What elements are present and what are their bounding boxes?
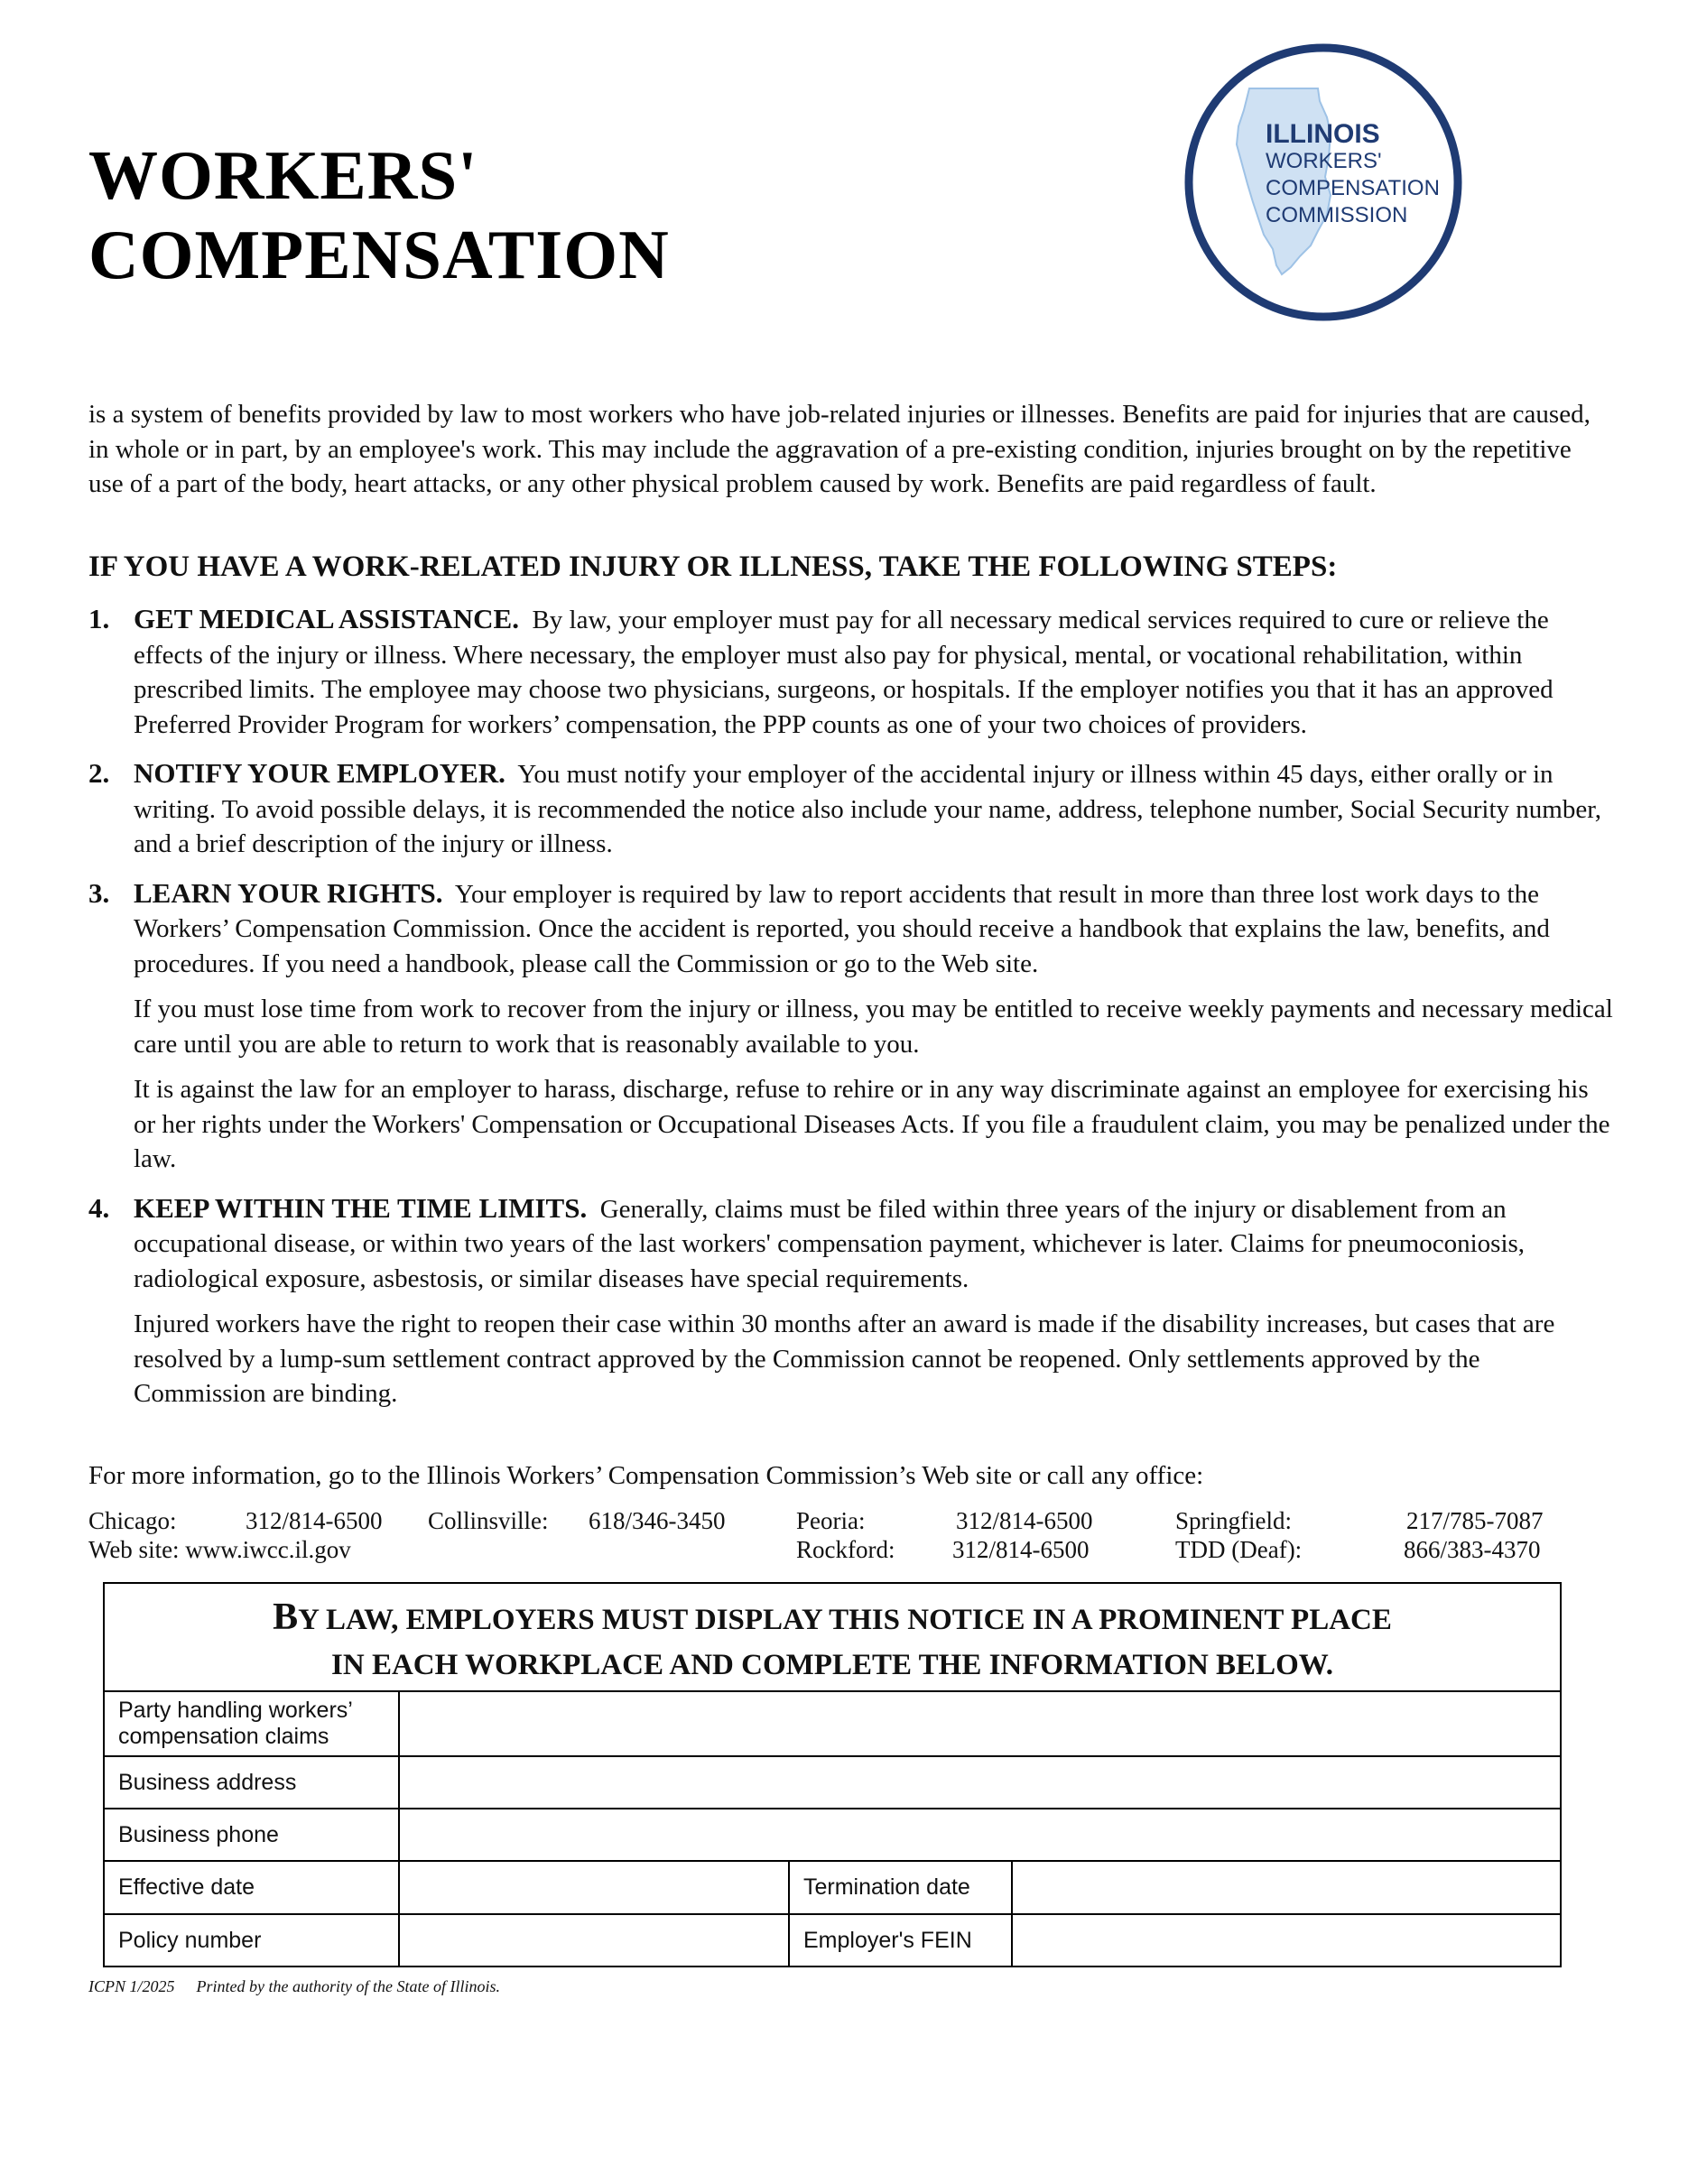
intro-paragraph: is a system of benefits provided by law to most workers who have job-related injuries or illnesses. Benefits are paid for injuries that are caused, in whole or in part, by an employee's work. This may include the aggravation of a pre-existing condition, injuries brought on by the repetitive use of a part of the body, heart attacks, or any other physical problem caused by work. Benefits are paid regardless of fault. — [88, 400, 1591, 498]
step-3 — [88, 876, 1614, 1177]
step-number: 4. — [88, 1191, 110, 1224]
logo-line-3: COMPENSATION — [1266, 176, 1440, 200]
step-text: By law, your employer must pay for all necessary medical services required to cure or relieve the effects of the injury or illness. Where necessary, the employer must also pay for physical, mental, or vocational rehabilitation, within prescribed limits. The employee may choose two physicians, surgeons, or hospitals. If the employer notifies you that it has an approved Preferred Provider Program for workers’ compensation, the PPP counts as one of your two choices of providers. — [134, 606, 1554, 739]
party-handling-field[interactable] — [398, 1692, 1560, 1755]
office-collinsville-label: Collinsville: — [428, 1507, 549, 1534]
footer — [88, 1977, 500, 1996]
step-text: Your employer is required by law to report accidents that result in more than three lost work days to the Workers’ Compensation Commission. Once the accident is reported, you should receive a handbook that explains the law, benefits, and procedures. If you need a handbook, please call the Commission or go to the Web site. — [134, 879, 1550, 978]
office-springfield-phone: 217/785-7087 — [1406, 1507, 1544, 1534]
office-peoria-label: Peoria: — [796, 1507, 866, 1534]
logo-line-1: ILLINOIS — [1266, 119, 1380, 149]
step-paragraph: Injured workers have the right to reopen their case within 30 months after an award is made if the disability increases, but cases that are resolved by a lump-sum settlement contract approved by the Commission cannot be reopened. Only settlements approved by the Commission are binding. — [134, 1309, 1555, 1408]
notice-line-1: Y LAW, EMPLOYERS MUST DISPLAY THIS NOTICE IN A PROMINENT PLACE — [298, 1604, 1392, 1636]
business-address-field[interactable] — [398, 1757, 1560, 1808]
notice-line-2: IN EACH WORKPLACE AND COMPLETE THE INFORMATION BELOW. — [331, 1649, 1333, 1681]
form-row-policy — [105, 1915, 1560, 1966]
employer-fein-field[interactable] — [1011, 1915, 1560, 1966]
policy-number-label: Policy number — [118, 1927, 262, 1953]
party-handling-label — [105, 1692, 398, 1755]
policy-number-field[interactable] — [398, 1915, 788, 1966]
form-row-party — [105, 1692, 1560, 1757]
office-collinsville-phone: 618/346-3450 — [589, 1507, 726, 1534]
iwcc-logo — [1183, 42, 1464, 323]
termination-date-label: Termination date — [788, 1862, 1011, 1913]
printing-authority: Printed by the authority of the State of Illinois. — [196, 1977, 500, 1995]
more-info-text: For more information, go to the Illinois Workers’ Compensation Commission’s Web site or call any office: — [88, 1461, 1204, 1490]
step-number: 3. — [88, 876, 110, 909]
office-rockford-phone: 312/814-6500 — [952, 1536, 1090, 1563]
notice-heading — [105, 1584, 1560, 1692]
step-lead: NOTIFY YOUR EMPLOYER. — [134, 757, 505, 789]
employer-notice-box — [103, 1582, 1562, 1967]
steps-list — [88, 602, 1614, 1426]
termination-date-field[interactable] — [1011, 1862, 1560, 1913]
office-rockford-label: Rockford: — [796, 1536, 895, 1563]
page-title — [88, 135, 670, 294]
website-link[interactable]: Web site: www.iwcc.il.gov — [88, 1536, 351, 1563]
step-text: Generally, claims must be filed within three years of the injury or disablement from an occupational disease, or within two years of the last workers' compensation payment, whichever is later. Claims for pneumoconiosis, radiological exposure, asbestosis, or similar diseases have special requirements. — [134, 1194, 1526, 1293]
business-phone-label: Business phone — [118, 1821, 279, 1847]
notice-initial: B — [273, 1596, 299, 1638]
step-number: 1. — [88, 603, 110, 634]
effective-date-label: Effective date — [118, 1874, 255, 1900]
form-code: ICPN 1/2025 — [88, 1977, 175, 1995]
office-tdd-phone: 866/383-4370 — [1404, 1536, 1541, 1563]
step-number: 2. — [88, 757, 110, 789]
steps-heading: IF YOU HAVE A WORK-RELATED INJURY OR ILLNESS, TAKE THE FOLLOWING STEPS: — [88, 551, 1338, 583]
logo-line-4: COMMISSION — [1266, 203, 1408, 227]
office-springfield-label: Springfield: — [1175, 1507, 1292, 1534]
form-row-phone — [105, 1809, 1560, 1862]
office-chicago-phone: 312/814-6500 — [246, 1507, 383, 1534]
step-lead: LEARN YOUR RIGHTS. — [134, 876, 443, 909]
title-line-2: COMPENSATION — [88, 216, 670, 293]
step-1 — [88, 602, 1614, 742]
step-paragraph: It is against the law for an employer to harass, discharge, refuse to rehire or in any way discriminate against an employee for exercising his or her rights under the Workers' Compensation or Occupational Diseases Acts. If you file a fraudulent claim, you may be penalized under the law. — [134, 1075, 1610, 1173]
step-text: You must notify your employer of the accidental injury or illness within 45 days, either orally or in writing. To avoid possible delays, it is recommended the notice also include your name, address, telephone number, Social Security number, and a brief description of the injury or illness. — [134, 760, 1601, 858]
form-row-address — [105, 1757, 1560, 1809]
employer-fein-label: Employer's FEIN — [788, 1915, 1011, 1966]
step-paragraph: If you must lose time from work to recover from the injury or illness, you may be entitled to receive weekly payments and necessary medical care until you are able to return to work that is reasonably available to you. — [134, 995, 1613, 1059]
step-4 — [88, 1191, 1614, 1411]
office-chicago-label: Chicago: — [88, 1507, 177, 1534]
logo-line-2: WORKERS' — [1266, 149, 1382, 173]
party-label-line-1: Party handling workers’ — [118, 1698, 353, 1723]
office-peoria-phone: 312/814-6500 — [956, 1507, 1093, 1534]
title-line-1: WORKERS' — [88, 136, 478, 214]
effective-date-field[interactable] — [398, 1862, 788, 1913]
step-lead: GET MEDICAL ASSISTANCE. — [134, 603, 519, 634]
party-label-line-2: compensation claims — [118, 1724, 329, 1749]
office-tdd-label: TDD (Deaf): — [1175, 1536, 1303, 1563]
form-row-dates — [105, 1862, 1560, 1915]
business-address-label: Business address — [118, 1769, 297, 1795]
step-lead: KEEP WITHIN THE TIME LIMITS. — [134, 1191, 588, 1224]
step-2 — [88, 756, 1614, 862]
office-contacts — [88, 1506, 1569, 1569]
business-phone-field[interactable] — [398, 1809, 1560, 1860]
